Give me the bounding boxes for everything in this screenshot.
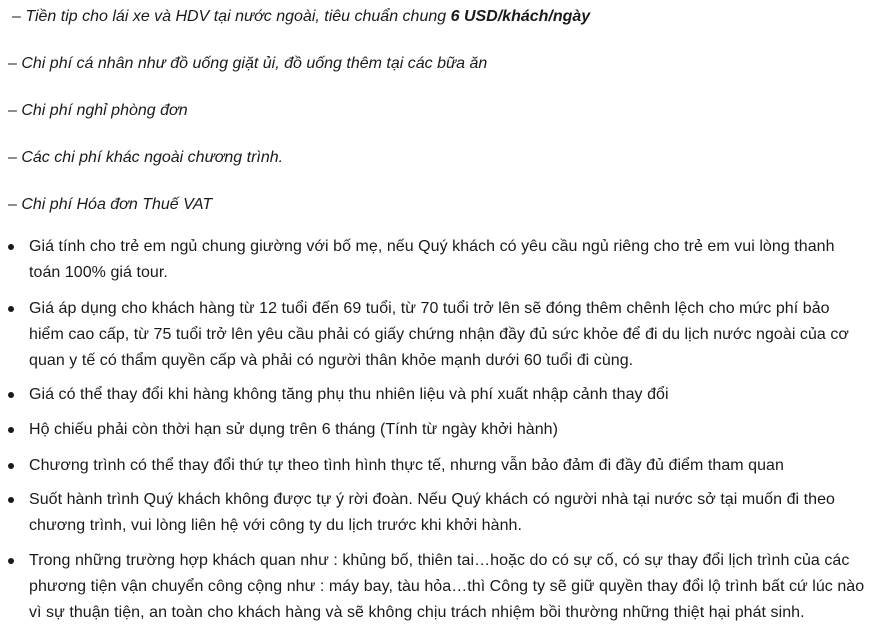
- note-line: chương trình, vui lòng liên hệ với công ty du lịch trước khi khởi hành.: [29, 517, 522, 534]
- note-text: [29, 296, 874, 374]
- note-text: [29, 487, 874, 539]
- note-line: hiểm cao cấp, từ 75 tuổi trở lên yêu cầu phải có giấy chứng nhận đầy đủ sức khỏe để đi du lịch nước ngoài của cơ: [29, 326, 849, 343]
- note-text: [29, 453, 874, 479]
- exclusion-text: – Chi phí cá nhân như đồ uống giặt ủi, đồ uống thêm tại các bữa ăn: [8, 55, 488, 72]
- exclusion-text: – Chi phí Hóa đơn Thuế VAT: [8, 196, 213, 213]
- note-line: Giá áp dụng cho khách hàng từ 12 tuổi đến 69 tuổi, từ 70 tuổi trở lên sẽ đóng thêm chênh lệch cho mức phí bảo: [29, 300, 830, 317]
- exclusion-highlight: 6 USD/khách/ngày: [450, 8, 591, 25]
- note-text: [29, 382, 874, 408]
- note-line: Suốt hành trình Quý khách không được tự ý rời đoàn. Nếu Quý khách có người nhà tại nước sở tại muốn đi theo: [29, 491, 835, 508]
- note-line: Chương trình có thể thay đổi thứ tự theo tình hình thực tế, nhưng vẫn bảo đảm đi đầy đủ điểm tham quan: [29, 457, 784, 474]
- exclusion-text: – Chi phí nghỉ phòng đơn: [8, 102, 188, 119]
- exclusion-text: – Các chi phí khác ngoài chương trình.: [8, 149, 284, 166]
- bullet-icon: [8, 392, 14, 398]
- exclusion-item: [12, 7, 590, 27]
- bullet-icon: [8, 306, 14, 312]
- bullet-icon: [8, 497, 14, 503]
- bullet-icon: [8, 558, 14, 564]
- note-text: [29, 234, 874, 286]
- exclusion-item: [8, 54, 487, 74]
- exclusion-item: [8, 195, 212, 215]
- exclusion-item: [8, 101, 188, 121]
- note-line: Giá có thể thay đổi khi hàng không tăng phụ thu nhiên liệu và phí xuất nhập cảnh thay đổi: [29, 386, 669, 403]
- note-line: Giá tính cho trẻ em ngủ chung giường với bố mẹ, nếu Quý khách có yêu cầu ngủ riêng cho trẻ em vui lòng thanh: [29, 238, 835, 255]
- note-line: toán 100% giá tour.: [29, 264, 168, 281]
- exclusion-text: – Tiền tip cho lái xe và HDV tại nước ngoài, tiêu chuẩn chung: [12, 8, 451, 25]
- note-line: Trong những trường hợp khách quan như : khủng bố, thiên tai…hoặc do có sự cố, có sự thay đổi lịch trình của các: [29, 552, 850, 569]
- note-line: Hộ chiếu phải còn thời hạn sử dụng trên 6 tháng (Tính từ ngày khởi hành): [29, 421, 558, 438]
- note-text: [29, 548, 874, 626]
- bullet-icon: [8, 244, 14, 250]
- note-text: [29, 417, 874, 443]
- exclusion-item: [8, 148, 283, 168]
- bullet-icon: [8, 463, 14, 469]
- note-line: phương tiện vận chuyển công cộng như : máy bay, tàu hỏa…thì Công ty sẽ giữ quyền thay đổi lộ trình bất cứ lúc nào: [29, 578, 865, 595]
- bullet-icon: [8, 427, 14, 433]
- note-line: quan y tế có thẩm quyền cấp và phải có người thân khỏe mạnh dưới 60 tuổi đi cùng.: [29, 352, 634, 369]
- note-line: vì sự thuận tiện, an toàn cho khách hàng và sẽ không chịu trách nhiệm bồi thường những thiệt hại phát sinh.: [29, 604, 805, 621]
